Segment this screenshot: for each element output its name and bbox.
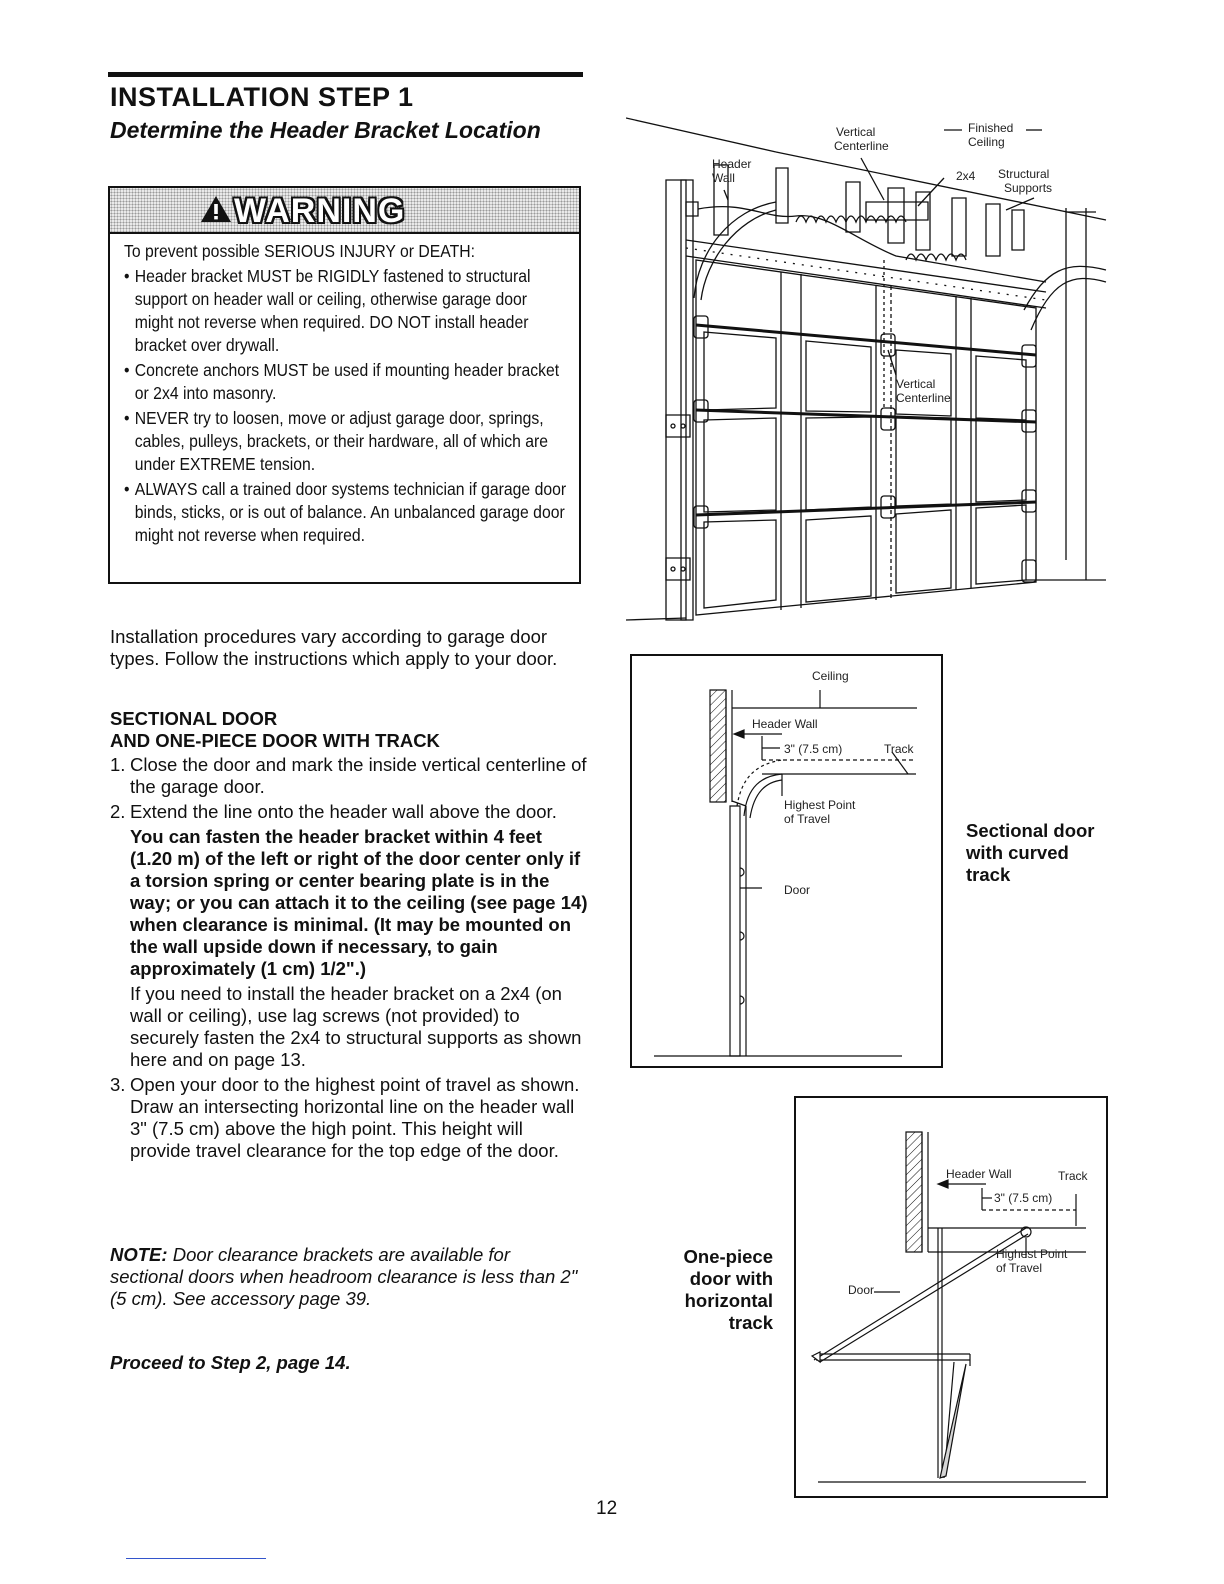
label-dimension: 3" (7.5 cm) xyxy=(994,1191,1053,1205)
caption-line: track xyxy=(728,1312,773,1333)
label-highest-point: of Travel xyxy=(784,812,831,826)
warning-triangle-icon xyxy=(200,194,232,224)
one-piece-door-diagram xyxy=(796,1098,1106,1496)
label-track: Track xyxy=(884,742,914,756)
section-heading-line-1: SECTIONAL DOOR xyxy=(110,708,278,729)
label-door-vertical-centerline: Centerline xyxy=(896,391,951,405)
warning-bullet: • NEVER try to loosen, move or adjust garage door, springs, cables, pulleys, brackets, or their hardware, all of which are under EXTREME tension. xyxy=(124,407,569,476)
warning-bullet: • ALWAYS call a trained door systems technician if garage door binds, sticks, or is out of balance. An unbalanced garage door might not reverse when required. xyxy=(124,478,569,547)
proceed-link-text: Proceed to Step 2, page 14. xyxy=(110,1352,351,1373)
step-text: Close the door and mark the inside vertical centerline of the garage door. xyxy=(130,754,587,797)
warning-bullet: • Header bracket MUST be RIGIDLY fastened to structural support on header wall or ceiling, otherwise garage door might not reverse when required. DO NOT install header bracket over drywall. xyxy=(124,265,569,357)
note-label: NOTE: xyxy=(110,1244,168,1265)
label-header-wall: Header xyxy=(712,157,752,171)
label-structural-supports: Structural xyxy=(998,167,1050,181)
step-number: 2. xyxy=(110,801,126,822)
instruction-steps xyxy=(110,754,588,1165)
caption-line: One-piece xyxy=(683,1246,773,1267)
label-finished-ceiling: Finished xyxy=(968,121,1014,135)
step-item xyxy=(110,1074,588,1162)
caption-line: with curved xyxy=(966,842,1069,863)
caption-line: track xyxy=(966,864,1011,885)
footer-link-underline xyxy=(126,1558,266,1559)
warning-list xyxy=(124,265,569,547)
label-header-wall: Wall xyxy=(712,171,735,185)
label-2x4: 2x4 xyxy=(956,169,976,183)
label-door-vertical-centerline: Vertical xyxy=(896,377,936,391)
sectional-door-caption xyxy=(966,820,1095,886)
label-structural-supports: Supports xyxy=(1004,181,1053,195)
label-finished-ceiling: Ceiling xyxy=(968,135,1005,149)
label-highest-point: of Travel xyxy=(996,1261,1043,1275)
page-number: 12 xyxy=(596,1498,618,1519)
warning-box xyxy=(108,186,581,584)
label-highest-point: Highest Point xyxy=(784,798,856,812)
section-heading-line-2: AND ONE-PIECE DOOR WITH TRACK xyxy=(110,730,440,751)
caption-line: horizontal xyxy=(684,1290,773,1311)
section-heading xyxy=(110,708,580,752)
label-highest-point: Highest Point xyxy=(996,1247,1068,1261)
step-title: INSTALLATION STEP 1 xyxy=(110,82,414,112)
warning-header xyxy=(110,188,579,234)
step-subtitle: Determine the Header Bracket Location xyxy=(110,117,541,143)
label-vertical-centerline: Centerline xyxy=(834,139,889,153)
label-dimension: 3" (7.5 cm) xyxy=(784,742,843,756)
warning-label: WARNING xyxy=(234,192,406,230)
warning-body xyxy=(124,240,569,549)
step-number: 3. xyxy=(110,1074,126,1095)
note-paragraph xyxy=(110,1244,580,1310)
label-vertical-centerline: Vertical xyxy=(836,125,876,139)
label-header-wall: Header Wall xyxy=(752,717,818,731)
intro-paragraph: Installation procedures vary according to garage door types. Follow the instructions which apply to your door. xyxy=(110,626,558,669)
label-door: Door xyxy=(784,883,811,897)
title-rule xyxy=(108,72,583,77)
one-piece-door-caption xyxy=(660,1246,773,1334)
garage-door-illustration xyxy=(626,110,1108,630)
sectional-door-diagram xyxy=(632,656,941,1066)
step-text: Extend the line onto the header wall above the door. xyxy=(130,801,557,822)
step-item xyxy=(110,754,588,798)
label-ceiling: Ceiling xyxy=(812,669,849,683)
label-track: Track xyxy=(1058,1169,1088,1183)
warning-bullet: • Concrete anchors MUST be used if mounting header bracket or 2x4 into masonry. xyxy=(124,359,569,405)
label-door: Door xyxy=(848,1283,875,1297)
caption-line: door with xyxy=(689,1268,773,1289)
step-item xyxy=(110,801,588,1071)
step-text: Open your door to the highest point of travel as shown. Draw an intersecting horizontal line on the header wall 3" (7.5 cm) above the high point. This height will provide travel clearance for the top edge of the door. xyxy=(130,1074,580,1161)
step-bold-note: You can fasten the header bracket within 4 feet (1.20 m) of the left or right of the door center only if a torsion spring or center bearing plate is in the way; or you can attach it to the ceiling (see page 14) when clearance is minimal. (It may be mounted on the wall upside down if necessary, to gain approximately (1 cm) 1/2".) xyxy=(130,826,588,979)
caption-line: Sectional door xyxy=(966,820,1095,841)
step-number: 1. xyxy=(110,754,126,775)
warning-intro: To prevent possible SERIOUS INJURY or DEATH: xyxy=(124,241,475,261)
note-text: Door clearance brackets are available for sectional doors when headroom clearance is less than 2" (5 cm). See accessory page 39. xyxy=(110,1244,578,1309)
step-extra-text: If you need to install the header bracket on a 2x4 (on wall or ceiling), use lag screws (not provided) to securely fasten the 2x4 to structural supports as shown here and on page 13. xyxy=(130,983,582,1070)
label-header-wall: Header Wall xyxy=(946,1167,1012,1181)
